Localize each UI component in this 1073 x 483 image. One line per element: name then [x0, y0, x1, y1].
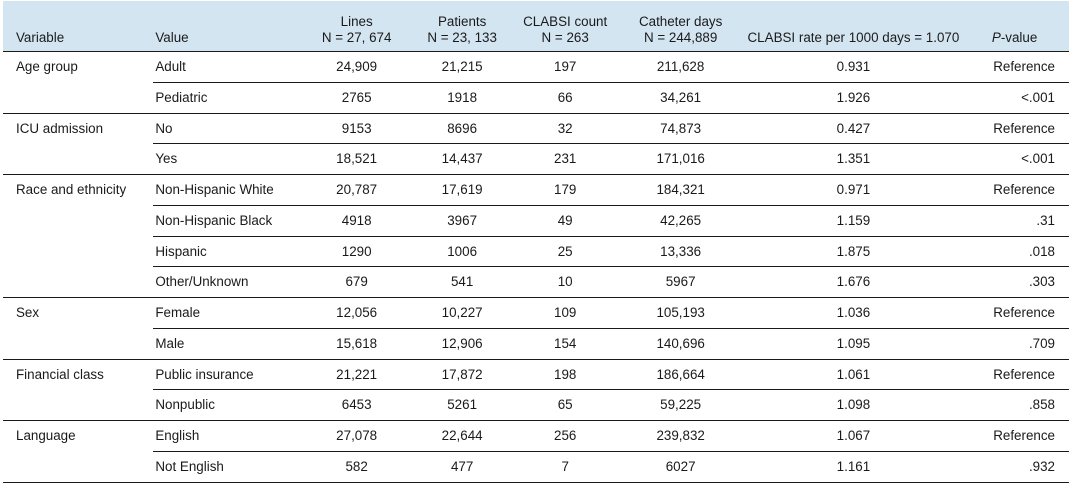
table-row — [3, 359, 1069, 390]
cell-variable — [3, 451, 153, 482]
cell-value: Non-Hispanic Black — [153, 205, 304, 236]
cell-p-value: Reference — [960, 298, 1069, 329]
cell-value: Other/Unknown — [153, 267, 304, 298]
table-row — [3, 451, 1069, 482]
cell-patients: 14,437 — [409, 144, 516, 175]
cell-variable — [3, 205, 153, 236]
cell-p-value: .303 — [960, 267, 1069, 298]
table-row — [3, 328, 1069, 359]
header-variable — [3, 1, 153, 52]
cell-catheter-days: 34,261 — [615, 82, 747, 113]
table-row — [3, 298, 1069, 329]
cell-lines: 20,787 — [305, 175, 409, 206]
cell-patients: 1918 — [409, 82, 516, 113]
cell-p-value: Reference — [960, 113, 1069, 144]
cell-clabsi-count: 179 — [516, 175, 615, 206]
cell-lines: 2765 — [305, 82, 409, 113]
cell-value: Female — [153, 298, 304, 329]
cell-catheter-days: 13,336 — [615, 236, 747, 267]
cell-variable — [3, 328, 153, 359]
cell-catheter-days: 105,193 — [615, 298, 747, 329]
header-clabsi-count — [516, 1, 615, 52]
cell-rate: 0.931 — [747, 52, 961, 83]
cell-p-value: Reference — [960, 421, 1069, 452]
cell-lines: 12,056 — [305, 298, 409, 329]
table-row — [3, 175, 1069, 206]
header-catheter-days — [615, 1, 747, 52]
table-row — [3, 205, 1069, 236]
cell-clabsi-count: 65 — [516, 390, 615, 421]
cell-clabsi-count: 154 — [516, 328, 615, 359]
header-clabsi-count-label: CLABSI count — [523, 14, 608, 29]
cell-catheter-days: 74,873 — [615, 113, 747, 144]
cell-patients: 17,619 — [409, 175, 516, 206]
cell-lines: 27,078 — [305, 421, 409, 452]
cell-variable: Sex — [3, 298, 153, 329]
cell-lines: 679 — [305, 267, 409, 298]
cell-patients: 5261 — [409, 390, 516, 421]
cell-variable — [3, 390, 153, 421]
cell-clabsi-count: 49 — [516, 205, 615, 236]
cell-clabsi-count: 10 — [516, 267, 615, 298]
cell-value: Adult — [153, 52, 304, 83]
cell-catheter-days: 42,265 — [615, 205, 747, 236]
table-row — [3, 113, 1069, 144]
cell-value: Not English — [153, 451, 304, 482]
cell-catheter-days: 6027 — [615, 451, 747, 482]
cell-patients: 17,872 — [409, 359, 516, 390]
cell-variable — [3, 144, 153, 175]
cell-patients: 8696 — [409, 113, 516, 144]
cell-catheter-days: 171,016 — [615, 144, 747, 175]
cell-clabsi-count: 231 — [516, 144, 615, 175]
header-rate — [747, 1, 961, 52]
cell-catheter-days: 239,832 — [615, 421, 747, 452]
cell-lines: 582 — [305, 451, 409, 482]
cell-p-value: .932 — [960, 451, 1069, 482]
cell-lines: 18,521 — [305, 144, 409, 175]
table-body — [3, 52, 1069, 483]
cell-rate: 1.159 — [747, 205, 961, 236]
cell-value: Public insurance — [153, 359, 304, 390]
cell-p-value: .709 — [960, 328, 1069, 359]
table-row — [3, 82, 1069, 113]
cell-catheter-days: 140,696 — [615, 328, 747, 359]
cell-rate: 1.067 — [747, 421, 961, 452]
cell-rate: 1.061 — [747, 359, 961, 390]
cell-rate: 1.036 — [747, 298, 961, 329]
cell-variable: Language — [3, 421, 153, 452]
cell-catheter-days: 211,628 — [615, 52, 747, 83]
cell-patients: 477 — [409, 451, 516, 482]
cell-p-value: .858 — [960, 390, 1069, 421]
cell-clabsi-count: 7 — [516, 451, 615, 482]
table-row — [3, 390, 1069, 421]
cell-rate: 1.161 — [747, 451, 961, 482]
cell-rate: 0.971 — [747, 175, 961, 206]
cell-variable: Race and ethnicity — [3, 175, 153, 206]
cell-catheter-days: 186,664 — [615, 359, 747, 390]
cell-rate: 1.875 — [747, 236, 961, 267]
header-patients-label: Patients — [437, 14, 487, 29]
cell-clabsi-count: 109 — [516, 298, 615, 329]
cell-patients: 541 — [409, 267, 516, 298]
cell-variable: Age group — [3, 52, 153, 83]
table-row — [3, 236, 1069, 267]
cell-rate: 1.676 — [747, 267, 961, 298]
cell-lines: 6453 — [305, 390, 409, 421]
header-value-label: Value — [155, 30, 189, 45]
table-row — [3, 52, 1069, 83]
cell-variable: Financial class — [3, 359, 153, 390]
cell-patients: 10,227 — [409, 298, 516, 329]
cell-patients: 22,644 — [409, 421, 516, 452]
cell-value: Yes — [153, 144, 304, 175]
cell-p-value: <.001 — [960, 82, 1069, 113]
header-catheter-days-n: N = 244,889 — [643, 30, 718, 45]
cell-p-value: .018 — [960, 236, 1069, 267]
header-rate-label: CLABSI rate per 1000 days = 1.070 — [747, 30, 960, 45]
cell-value: English — [153, 421, 304, 452]
cell-variable — [3, 236, 153, 267]
cell-value: No — [153, 113, 304, 144]
header-patients-n: N = 23, 133 — [427, 30, 497, 45]
cell-lines: 21,221 — [305, 359, 409, 390]
cell-catheter-days: 5967 — [615, 267, 747, 298]
header-catheter-days-label: Catheter days — [638, 14, 723, 29]
cell-lines: 15,618 — [305, 328, 409, 359]
cell-value: Pediatric — [153, 82, 304, 113]
cell-variable — [3, 82, 153, 113]
header-patients — [409, 1, 516, 52]
cell-patients: 1006 — [409, 236, 516, 267]
cell-lines: 1290 — [305, 236, 409, 267]
cell-lines: 4918 — [305, 205, 409, 236]
clabsi-table — [3, 1, 1069, 483]
cell-rate: 1.095 — [747, 328, 961, 359]
header-lines-label: Lines — [340, 14, 373, 29]
table-row — [3, 421, 1069, 452]
cell-p-value: Reference — [960, 175, 1069, 206]
cell-rate: 1.351 — [747, 144, 961, 175]
header-p-value — [960, 1, 1069, 52]
cell-patients: 12,906 — [409, 328, 516, 359]
cell-clabsi-count: 25 — [516, 236, 615, 267]
header-lines-n: N = 27, 674 — [321, 30, 392, 45]
cell-rate: 1.926 — [747, 82, 961, 113]
cell-rate: 0.427 — [747, 113, 961, 144]
table-header — [3, 1, 1069, 52]
cell-clabsi-count: 256 — [516, 421, 615, 452]
cell-value: Nonpublic — [153, 390, 304, 421]
cell-p-value: <.001 — [960, 144, 1069, 175]
cell-lines: 9153 — [305, 113, 409, 144]
cell-value: Non-Hispanic White — [153, 175, 304, 206]
cell-clabsi-count: 32 — [516, 113, 615, 144]
cell-value: Hispanic — [153, 236, 304, 267]
cell-catheter-days: 184,321 — [615, 175, 747, 206]
header-p-suffix: -value — [1000, 30, 1038, 45]
cell-p-value: Reference — [960, 359, 1069, 390]
cell-clabsi-count: 198 — [516, 359, 615, 390]
header-variable-label: Variable — [16, 30, 65, 45]
cell-lines: 24,909 — [305, 52, 409, 83]
header-lines — [305, 1, 409, 52]
header-value — [153, 1, 304, 52]
cell-clabsi-count: 197 — [516, 52, 615, 83]
header-clabsi-count-n: N = 263 — [541, 30, 589, 45]
cell-clabsi-count: 66 — [516, 82, 615, 113]
cell-p-value: .31 — [960, 205, 1069, 236]
header-p-letter: P — [991, 30, 1001, 45]
cell-patients: 21,215 — [409, 52, 516, 83]
cell-value: Male — [153, 328, 304, 359]
cell-patients: 3967 — [409, 205, 516, 236]
cell-rate: 1.098 — [747, 390, 961, 421]
table-row — [3, 144, 1069, 175]
cell-p-value: Reference — [960, 52, 1069, 83]
table-row — [3, 267, 1069, 298]
header-row — [3, 1, 1069, 52]
cell-catheter-days: 59,225 — [615, 390, 747, 421]
cell-variable — [3, 267, 153, 298]
cell-variable: ICU admission — [3, 113, 153, 144]
